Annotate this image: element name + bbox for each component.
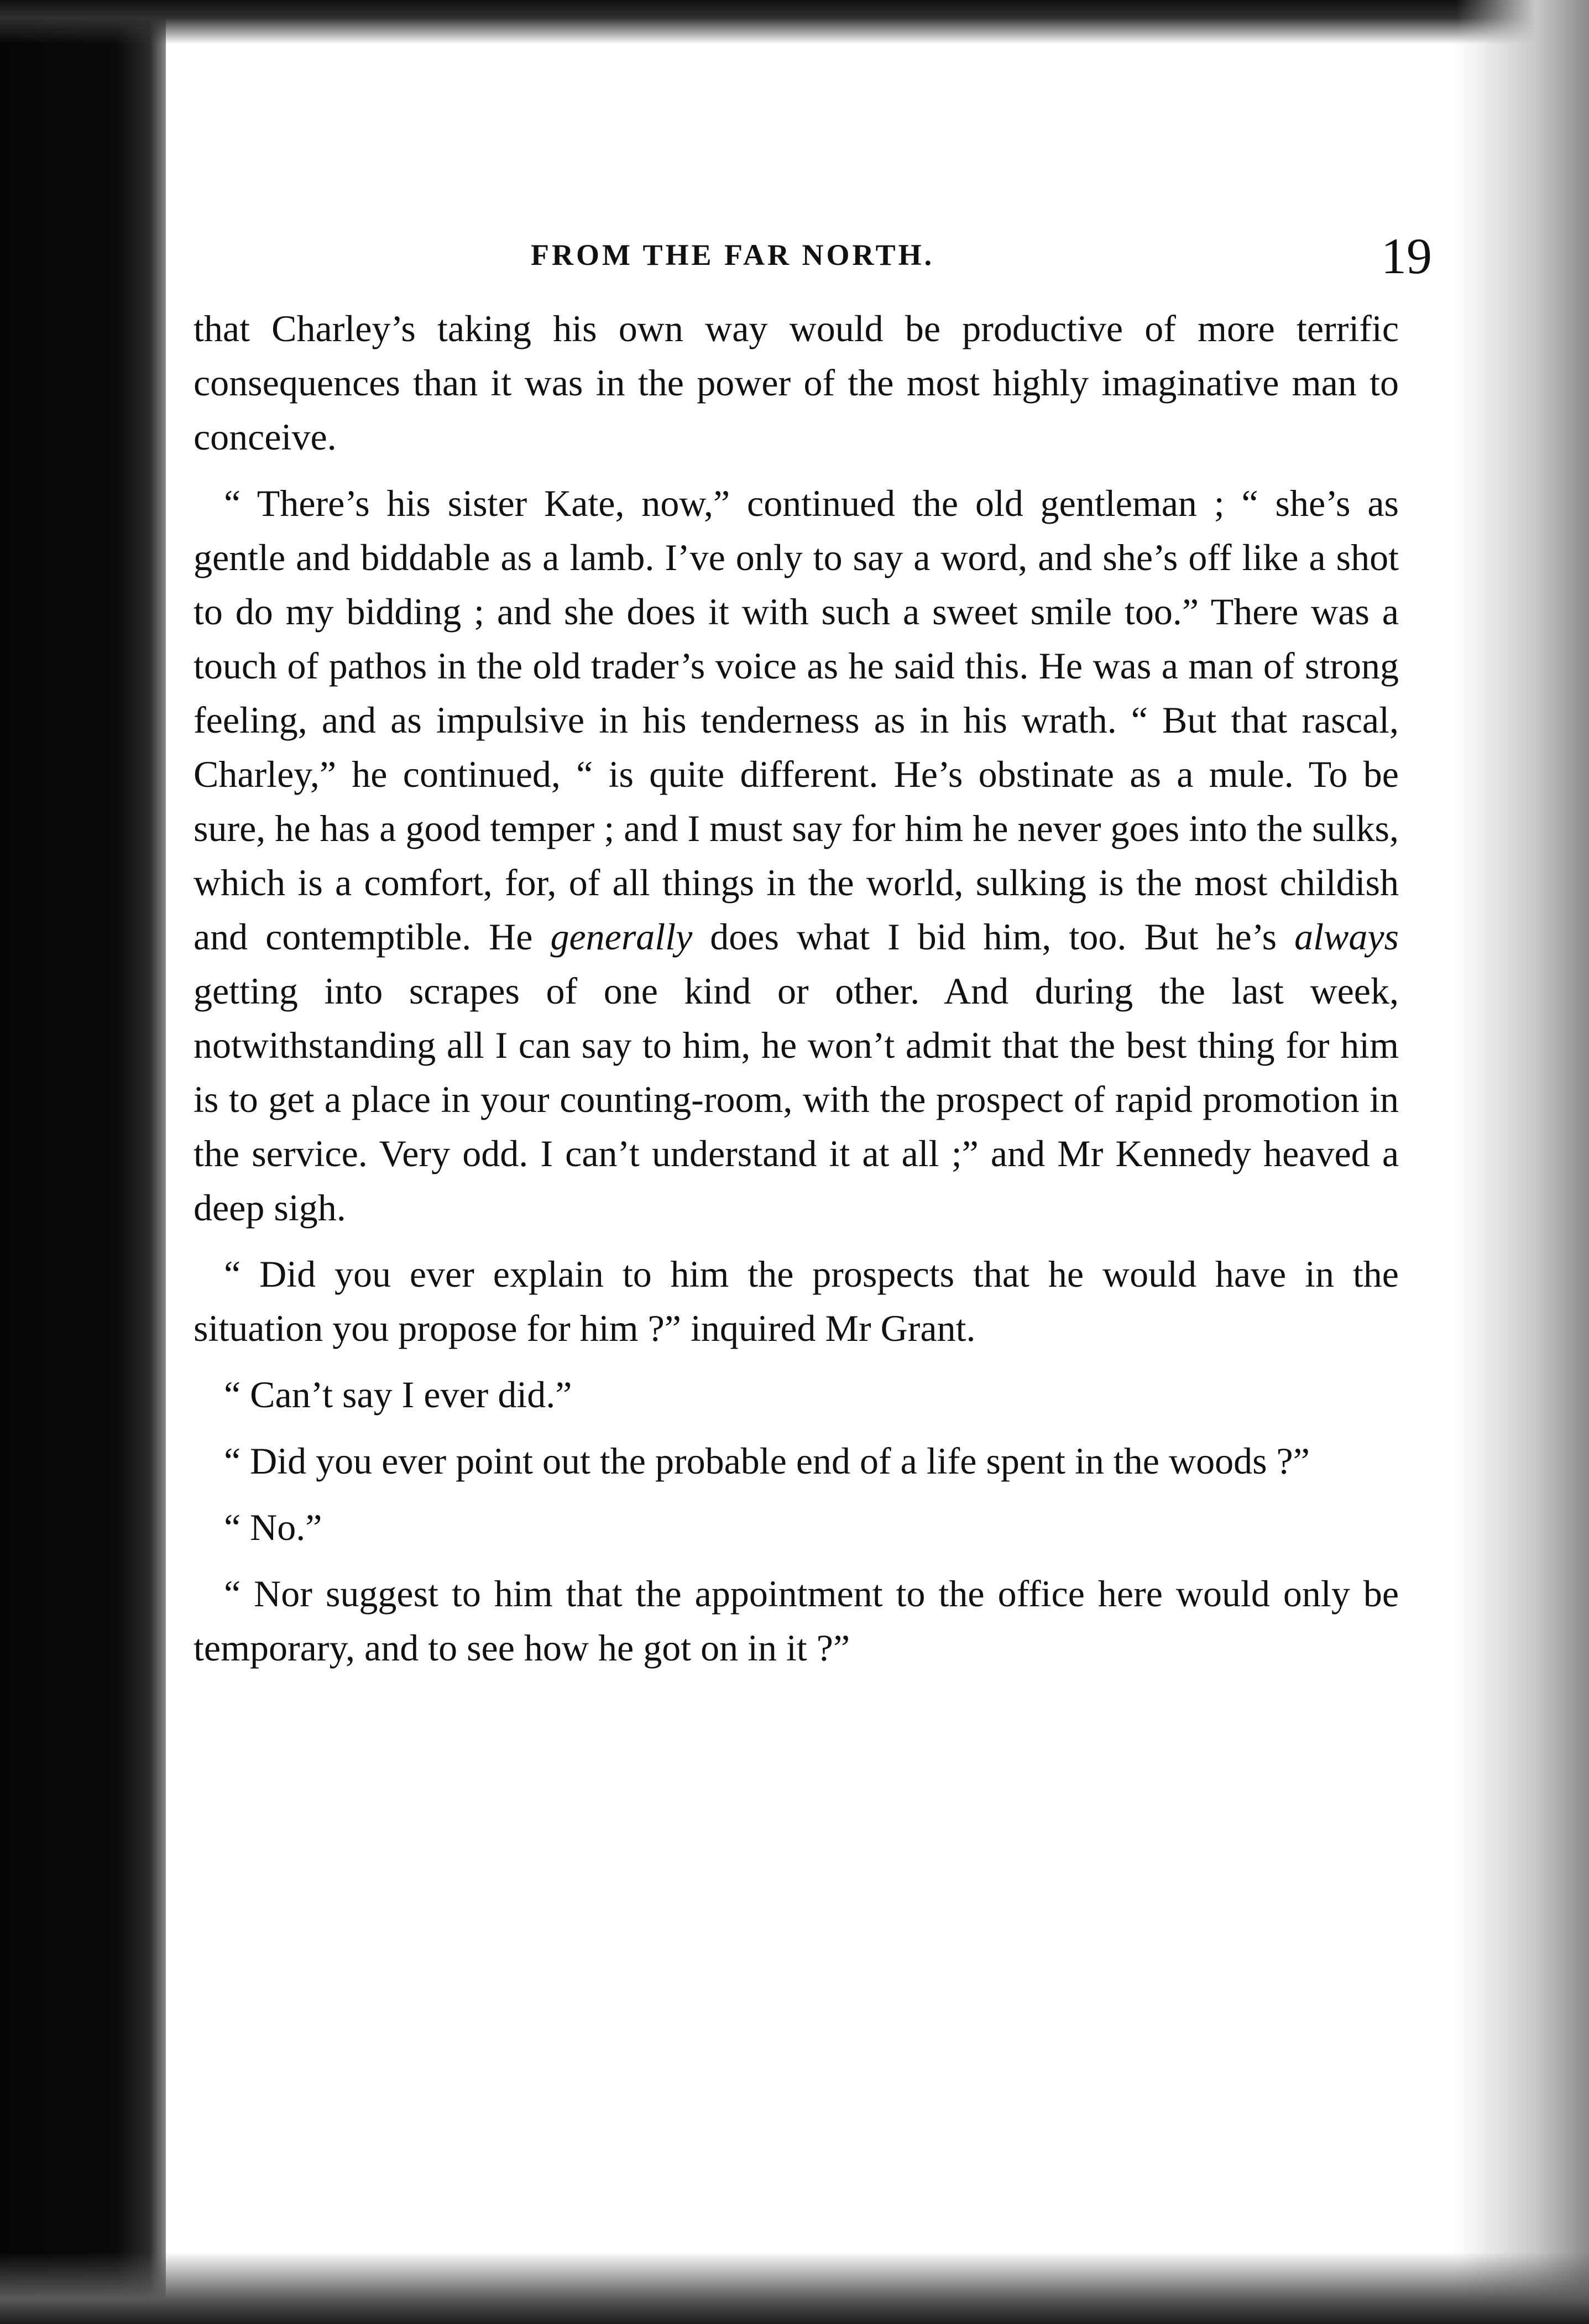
- paragraph-3: “ Did you ever explain to him the prospects that he would have in the situation you propose for him ?” inquired Mr Grant.: [194, 1253, 1399, 1349]
- paragraph-2: [194, 476, 1399, 1235]
- paragraph-1: that Charley’s taking his own way would be productive of more terrific consequences than it was in the power of the most highly imaginative man to conceive.: [194, 307, 1399, 458]
- scan-shadow-left: [0, 0, 166, 2324]
- running-title: FROM THE FAR NORTH.: [531, 238, 935, 271]
- book-page: [182, 66, 1465, 2256]
- paragraph-6: “ No.”: [224, 1506, 322, 1548]
- body-text: [194, 301, 1399, 1675]
- paragraph-4: “ Can’t say I ever did.”: [224, 1373, 572, 1416]
- scan-shadow-right: [1456, 0, 1589, 2324]
- paragraph-2-part-2: does what I bid him, too. But he’s: [692, 916, 1295, 958]
- paragraph-2-part-1: “ There’s his sister Kate, now,” continued the old gentleman ; “ she’s as gentle and biddable as a lamb. I’ve only to say a word, and she’s off like a shot to do my bidding ; and she does it with such a sweet smile too.” There was a touch of pathos in the old trader’s voice as he said this. He was a man of strong feeling, and as impulsive in his tenderness as in his wrath. “ But that rascal, Charley,” he continued, “ is quite different. He’s obstinate as a mule. To be sure, he has a good temper ; and I must say for him he never goes into the sulks, which is a comfort, for, of all things in the world, sulking is the most childish and contemptible. He: [194, 482, 1399, 958]
- paragraph-7: “ Nor suggest to him that the appointment to the office here would only be temporary, and to see how he got on in it ?”: [194, 1573, 1399, 1669]
- paragraph-5: “ Did you ever point out the probable end of a life spent in the woods ?”: [224, 1440, 1310, 1482]
- page-number: 19: [1381, 228, 1432, 284]
- scan-shadow-top: [0, 0, 1589, 44]
- paragraph-2-emphasis-generally: generally: [550, 916, 693, 958]
- paragraph-2-part-3: getting into scrapes of one kind or other. And during the last week, notwithstanding all I can say to him, he won’t admit that the best thing for him is to get a place in your counting-room, with the prospect of rapid promotion in the service. Very odd. I can’t understand it at all ;” and Mr Kennedy heaved a deep sigh.: [194, 970, 1399, 1229]
- scan-shadow-bottom: [0, 2252, 1589, 2324]
- running-head: [182, 227, 1465, 288]
- paragraph-2-emphasis-always: always: [1294, 916, 1399, 958]
